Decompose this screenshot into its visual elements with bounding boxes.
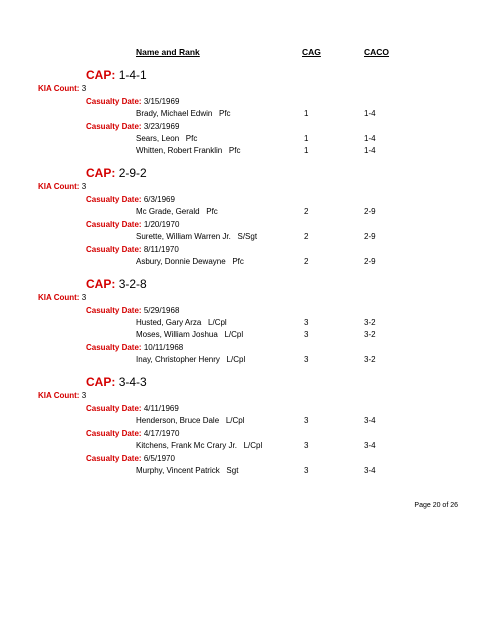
- cap-value: 2-9-2: [118, 166, 147, 180]
- casualty-caco: 2-9: [364, 207, 376, 216]
- casualty-cag: 1: [304, 134, 309, 143]
- casualty-date-value: 3/23/1969: [143, 122, 180, 131]
- cap-label: CAP:: [86, 166, 116, 180]
- casualty-name: Husted, Gary Arza L/Cpl: [136, 318, 227, 327]
- casualty-date-label: Casualty Date:: [86, 220, 142, 229]
- casualty-cag: 2: [304, 257, 309, 266]
- casualty-date-line: [0, 453, 495, 464]
- casualty-name: Asbury, Donnie Dewayne Pfc: [136, 257, 244, 266]
- column-header-caco: CACO: [364, 47, 390, 57]
- casualty-row: [0, 108, 495, 119]
- kia-count-value: 3: [81, 391, 87, 400]
- cap-group: [0, 277, 495, 365]
- cap-label: CAP:: [86, 68, 116, 82]
- casualty-date-label: Casualty Date:: [86, 122, 142, 131]
- cap-heading: [0, 68, 495, 83]
- casualty-date-line: [0, 428, 495, 439]
- casualty-row: [0, 354, 495, 365]
- casualty-date-line: [0, 342, 495, 353]
- casualty-cag: 3: [304, 355, 309, 364]
- casualty-date-line: [0, 121, 495, 132]
- casualty-row: [0, 145, 495, 156]
- casualty-caco: 1-4: [364, 146, 376, 155]
- casualty-name: Henderson, Bruce Dale L/Cpl: [136, 416, 245, 425]
- casualty-name: Mc Grade, Gerald Pfc: [136, 207, 218, 216]
- kia-count-value: 3: [81, 182, 87, 191]
- casualty-row: [0, 465, 495, 476]
- casualty-row: [0, 231, 495, 242]
- casualty-caco: 2-9: [364, 232, 376, 241]
- kia-count-line: [0, 292, 495, 303]
- casualty-caco: 2-9: [364, 257, 376, 266]
- casualty-caco: 1-4: [364, 109, 376, 118]
- casualty-date-label: Casualty Date:: [86, 429, 142, 438]
- casualty-caco: 3-4: [364, 416, 376, 425]
- casualty-cag: 3: [304, 330, 309, 339]
- casualty-date-label: Casualty Date:: [86, 454, 142, 463]
- casualty-date-label: Casualty Date:: [86, 195, 142, 204]
- cap-value: 1-4-1: [118, 68, 147, 82]
- casualty-name: Whitten, Robert Franklin Pfc: [136, 146, 241, 155]
- casualty-date-label: Casualty Date:: [86, 245, 142, 254]
- cap-label: CAP:: [86, 375, 116, 389]
- casualty-row: [0, 440, 495, 451]
- casualty-date-label: Casualty Date:: [86, 343, 142, 352]
- casualty-date-value: 5/29/1968: [143, 306, 180, 315]
- casualty-cag: 3: [304, 466, 309, 475]
- casualty-date-value: 1/20/1970: [143, 220, 180, 229]
- casualty-caco: 3-2: [364, 330, 376, 339]
- cap-value: 3-4-3: [118, 375, 147, 389]
- casualty-cag: 2: [304, 207, 309, 216]
- casualty-name: Inay, Christopher Henry L/Cpl: [136, 355, 246, 364]
- casualty-row: [0, 317, 495, 328]
- casualty-name: Brady, Michael Edwin Pfc: [136, 109, 231, 118]
- casualty-date-line: [0, 244, 495, 255]
- casualty-date-value: 6/3/1969: [143, 195, 175, 204]
- column-header-cag: CAG: [302, 47, 321, 57]
- casualty-caco: 3-2: [364, 355, 376, 364]
- casualty-date-label: Casualty Date:: [86, 404, 142, 413]
- casualty-cag: 3: [304, 441, 309, 450]
- casualty-name: Surette, William Warren Jr. S/Sgt: [136, 232, 258, 241]
- kia-count-label: KIA Count:: [38, 293, 80, 302]
- cap-group: [0, 68, 495, 156]
- casualty-row: [0, 415, 495, 426]
- cap-heading: [0, 375, 495, 390]
- casualty-date-value: 4/17/1970: [143, 429, 180, 438]
- kia-count-line: [0, 390, 495, 401]
- casualty-cag: 1: [304, 109, 309, 118]
- casualty-date-value: 6/5/1970: [143, 454, 175, 463]
- column-header-name-rank: Name and Rank: [136, 47, 200, 57]
- casualty-date-value: 10/11/1968: [143, 343, 184, 352]
- kia-count-line: [0, 83, 495, 94]
- casualty-date-line: [0, 219, 495, 230]
- casualty-name: Kitchens, Frank Mc Crary Jr. L/Cpl: [136, 441, 263, 450]
- casualty-cag: 2: [304, 232, 309, 241]
- kia-count-label: KIA Count:: [38, 391, 80, 400]
- casualty-date-line: [0, 403, 495, 414]
- page-number: Page 20 of 26: [414, 502, 458, 509]
- cap-value: 3-2-8: [118, 277, 147, 291]
- casualty-date-value: 8/11/1970: [143, 245, 179, 254]
- cap-group: [0, 166, 495, 267]
- casualty-date-line: [0, 194, 495, 205]
- casualty-cag: 1: [304, 146, 309, 155]
- casualty-row: [0, 256, 495, 267]
- casualty-date-line: [0, 305, 495, 316]
- casualty-name: Murphy, Vincent Patrick Sgt: [136, 466, 239, 475]
- kia-count-line: [0, 181, 495, 192]
- kia-count-value: 3: [81, 84, 87, 93]
- casualty-caco: 3-4: [364, 441, 376, 450]
- kia-count-label: KIA Count:: [38, 84, 80, 93]
- casualty-date-value: 4/11/1969: [143, 404, 179, 413]
- kia-count-value: 3: [81, 293, 87, 302]
- kia-count-label: KIA Count:: [38, 182, 80, 191]
- cap-groups-list: [0, 68, 495, 486]
- casualty-date-label: Casualty Date:: [86, 97, 142, 106]
- cap-group: [0, 375, 495, 476]
- casualty-row: [0, 133, 495, 144]
- casualty-caco: 1-4: [364, 134, 376, 143]
- casualty-name: Moses, William Joshua L/Cpl: [136, 330, 244, 339]
- casualty-date-label: Casualty Date:: [86, 306, 142, 315]
- cap-heading: [0, 166, 495, 181]
- cap-label: CAP:: [86, 277, 116, 291]
- casualty-cag: 3: [304, 416, 309, 425]
- casualty-date-line: [0, 96, 495, 107]
- casualty-caco: 3-2: [364, 318, 376, 327]
- casualty-date-value: 3/15/1969: [143, 97, 180, 106]
- casualty-row: [0, 329, 495, 340]
- casualty-cag: 3: [304, 318, 309, 327]
- casualty-row: [0, 206, 495, 217]
- casualty-caco: 3-4: [364, 466, 376, 475]
- casualty-name: Sears, Leon Pfc: [136, 134, 198, 143]
- cap-heading: [0, 277, 495, 292]
